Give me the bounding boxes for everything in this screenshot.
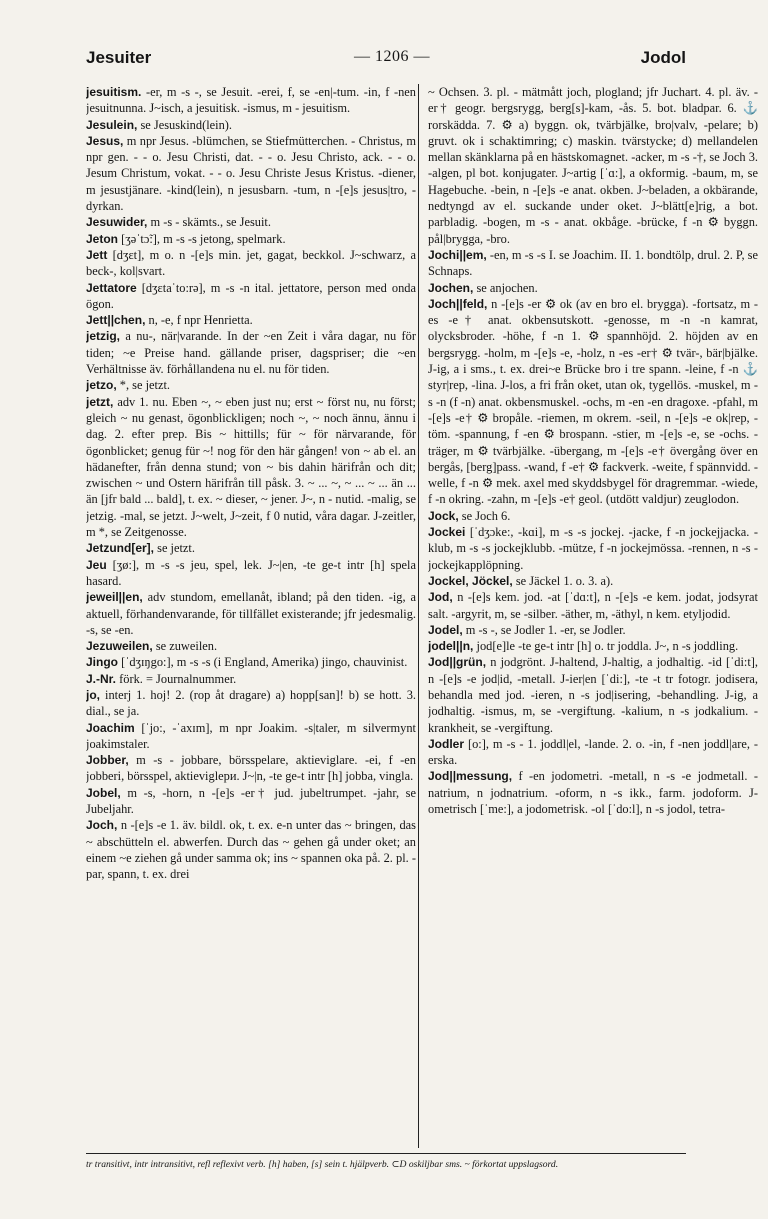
- definition: m -s -, se Jodler 1. -er, se Jodler.: [465, 622, 626, 637]
- dictionary-entry: [428, 622, 758, 638]
- dictionary-entry: [86, 687, 416, 720]
- headword: J.-Nr.: [86, 671, 117, 686]
- dictionary-entry: [86, 247, 416, 280]
- definition: [ˈdʒɔke:, -kɑi], m -s -s jockej. -jacke, f -n jockejjacka. -klub, m -s -s jockejklubb. -mütze, f -n jockejmössa. -rennen, n -s - jockejkapplöpning.: [428, 525, 758, 572]
- headword: Jeu: [86, 557, 107, 572]
- dictionary-entry: [428, 280, 758, 296]
- headword: Jobel,: [86, 785, 121, 800]
- definition: förk. = Journalnummer.: [119, 671, 237, 686]
- definition: n jodgrönt. J-haltend, J-haltig, a jodhaltig. -id [ˈdi:t], n -[e]s -e jod|id, -metall. J-ier|en [ˈdi:], -te -t tr fotogr. jodisera, behandla med jod. -ieren, n -s jod|isering, -behandling. J-ig, a jodhaltig. -ismus, m, se -vergiftung. -kalium, n -s jodkalium. -krankheit, se -vergiftung.: [428, 655, 758, 735]
- definition: n -[e]s -e 1. äv. bildl. ok, t. ex. e-n unter das ~ bringen, das ~ abschütteln el. abwerfen. Durch das ~ gehen gå under oket; an einem ~e ziehen gå under samma ok; ins ~ spannen oka på. 2. pl. - par, spann, t. ex. drei: [86, 818, 416, 882]
- definition: a nu-, när|varande. In der ~en Zeit i våra dagar, nu för tiden; ~e Preise hand. gällande priser, dagspriser; die ~en Verhältnisse äv. förhållandena nu el. nu för tiden.: [86, 329, 416, 377]
- definition: jod[e]le -te ge-t intr [h] o. tr joddla. J~, n -s joddling.: [476, 639, 739, 654]
- headword: Jodel,: [428, 622, 463, 637]
- dictionary-entry: [428, 736, 758, 769]
- definition: se jetzt.: [157, 541, 195, 556]
- dictionary-entry: [86, 720, 416, 753]
- right-column: [428, 84, 758, 1146]
- dictionary-entry: [86, 133, 416, 214]
- dictionary-entry: [86, 312, 416, 328]
- headword: Jesus,: [86, 133, 124, 148]
- dictionary-entry: [428, 296, 758, 508]
- dictionary-entry: [428, 84, 758, 247]
- header-last-entry: Jodol: [640, 48, 686, 67]
- dictionary-entry: [86, 231, 416, 247]
- dictionary-entry: [428, 573, 758, 589]
- headword: Jockel, Jöckel,: [428, 573, 513, 588]
- headword: Jod,: [428, 590, 453, 605]
- definition: se anjochen.: [476, 280, 538, 295]
- definition: f -en jodometri. -metall, n -s -e jodmetall. -natrium, n jodnatrium. -oform, n -s ikk., farm. jodoform. J-ometrisch [ˈme:], a jodometrisk. -ol [ˈdo:l], n -s jodol, tetra-: [428, 769, 758, 817]
- headword: Joch,: [86, 818, 118, 833]
- definition: [ˈdʒɪŋgo:], m -s -s (i England, Amerika) jingo, chauvinist.: [121, 655, 408, 670]
- abbreviation-footer: tr transitivt, intr intransitivt, refl reflexivt verb. [h] haben, [s] sein t. hjälpverb. ⊂D oskiljbar sms. ~ förkortat uppslagsord.: [86, 1159, 559, 1170]
- headword: jetzig,: [86, 329, 121, 344]
- dictionary-entry: [428, 638, 758, 654]
- definition: -en, m -s -s I. se Joachim. II. 1. bondtölp, drul. 2. P, se Schnaps.: [428, 247, 758, 279]
- headword: jetzt,: [86, 394, 114, 409]
- left-column: [86, 84, 416, 1146]
- definition: n -[e]s -er ⚙ ok (av en bro el. brygga). -fortsatz, m -es -e† anat. okbensutskott. -genosse, m -n -n kamrat, olycksbroder. -höhe, f -n 1. ⚙ spannhöjd. 2. höjden av en bergsrygg. -holm, m -[e]s -e, -holz, n -es -er† ⚙ tvär-, bär|bjälke. J-ig, a i sms., t. ex. drei~e Brücke bro i tre spann. -leine, f -n ⚓ styr|rep, -lina. J-los, a fri från oket, utan ok, tygellös. -muskel, m -s -n (f -n) anat. okbensmuskel. -ochs, m -en -en dragoxe. -pfahl, m -[e]s -e† ⚙ bropåle. -riemen, m okrem. -seil, n -[e]s -e ok|rep, -töm. -spannung, f -en ⚙ brospann. -stier, m -[e]s -e, se -ochs. -träger, m ⚙ tvärbjälke. -übergang, m -[e]s -e† övergång över en bergås, [berg]pass. -wand, f -e† ⚙ fackverk. -weite, f spännvidd. -welle, f -n ⚙ mek. axel med skyddsbygel för dragremmar. -wiede, f -n okring. -zahn, m -[e]s -e† geol. (utdött valdjur) zeuglodon.: [428, 296, 758, 507]
- page-number: — 1206 —: [354, 48, 430, 65]
- dictionary-entry: [428, 589, 758, 622]
- headword: Jod||grün,: [428, 655, 487, 670]
- definition: n -[e]s kem. jod. -at [ˈdɑ:t], n -[e]s -e kem. jodat, jodsyrat salt. -argyrit, m, se -silber. -äther, m, -äthyl, n kem. etyljodid.: [428, 590, 758, 621]
- headword: Jesuwider,: [86, 215, 148, 230]
- dictionary-entry: [428, 654, 758, 735]
- headword: Joachim: [86, 720, 135, 735]
- dictionary-entry: [86, 117, 416, 133]
- dictionary-entry: [86, 817, 416, 882]
- headword: Jettatore: [86, 280, 137, 295]
- dictionary-entry: [86, 540, 416, 556]
- headword: Jeton: [86, 231, 119, 246]
- headword: jo,: [86, 687, 100, 702]
- dictionary-entry: [86, 280, 416, 313]
- headword: jesuitism.: [86, 85, 142, 99]
- headword: Jett: [86, 247, 108, 262]
- headword: Jochi||em,: [428, 247, 487, 262]
- definition: m -s - jobbare, börsspelare, aktieviglare. -ei, f -en jobberi, börsspel, aktieviglери. J~|n, -te ge-t intr [h] jobba, vingla.: [86, 753, 416, 784]
- dictionary-entry: [428, 524, 758, 573]
- headword: Jockei: [428, 525, 466, 540]
- dictionary-entry: [86, 654, 416, 670]
- dictionary-entry: [86, 377, 416, 393]
- definition: n, -e, f npr Henrietta.: [148, 313, 253, 328]
- definition: adv 1. nu. Eben ~, ~ eben just nu; erst ~ först nu, nu först; gleich ~ nu genast, ögonblickligen; noch ~, ~ noch ännu, ännu i dag. 2. efter prep. Bis ~ hittills; für ~ för närvarande, för ögonblicket; genug für ~! nog för den här gången! von ~ ab el. an hädanefter, från denna stund; von ~ bis dahin härifrån och dit; zwischen ~ und Ostern härifrån till påsk. 3. ~ ... ~, ~ ... ~ ... än ... än [jfr bald ... bald], t. ex. ~ dieser, ~ jener. J~, n - nutid. -malig, se jetzig. -mal, se jetzt. J~welt, J~zeit, f 0 nutid, våra dagar. J-zeitler, m *, se Zeitgenosse.: [86, 394, 416, 540]
- headword: Jochen,: [428, 280, 474, 295]
- dictionary-entry: [428, 508, 758, 524]
- definition: se Joch 6.: [461, 508, 511, 523]
- dictionary-entry: [86, 638, 416, 654]
- dictionary-entry: [86, 671, 416, 687]
- headword: Jezuweilen,: [86, 639, 153, 654]
- column-divider: [418, 84, 419, 1148]
- definition: [dʒɛtaˈto:rə], m -s -n ital. jettatore, person med onda ögon.: [86, 280, 416, 311]
- definition: se Jäckel 1. o. 3. a).: [515, 573, 614, 588]
- headword: Jetzund[er],: [86, 541, 155, 556]
- definition: m -s, -horn, n -[e]s -er† jud. jubeltrumpet. -jahr, se Jubeljahr.: [86, 785, 416, 817]
- dictionary-entry: [86, 785, 416, 818]
- header-first-entry: Jesuiter: [86, 48, 152, 67]
- headword: Jett||chen,: [86, 313, 146, 328]
- headword: Jingo: [86, 655, 118, 670]
- definition: [ʒø:], m -s -s jeu, spel, lek. J~|en, -te ge-t intr [h] spela hasard.: [86, 557, 416, 588]
- definition: [ˈjo:, -ˈaxɪm], m npr Joakim. -s|taler, m silvermynt joakimstaler.: [86, 720, 416, 751]
- headword: Jobber,: [86, 753, 129, 768]
- definition: interj 1. hoj! 2. (rop åt dragare) a) hopp[san]! b) se hott. 3. dial., se ja.: [86, 687, 416, 719]
- dictionary-entry: [86, 84, 416, 117]
- headword: Jod||messung,: [428, 769, 513, 784]
- definition: m npr Jesus. -blümchen, se Stiefmütterchen. - Christus, m npr gen. - - o. Jesu Christi, dat. - - o. Jesu Christo, ack. - - o. Jesum Christum, vokat. - - o. Jesu Christe Jesus Kristus. -diener, m jesustjänare. -kind(lein), n jesusbarn. -tum, n -[e]s jesus|tro, -dyrkan.: [86, 133, 416, 214]
- dictionary-entry: [86, 214, 416, 230]
- dictionary-entry: [428, 247, 758, 280]
- dictionary-entry: [86, 557, 416, 590]
- definition: ~ Ochsen. 3. pl. - mätmått joch, plogland; jfr Juchart. 4. pl. äv. -er† geogr. bergsrygg, berg[s]-kam, -ås. 5. bot. bladpar. 6. ⚓ rorskädda. 7. ⚙ a) byggn. ok, tvärbjälke, bro|valv, -pelare; b) gruvt. ok i schaktimring; c) maskin. tvärstycke; d) mellandelen mellan skänklarna på en hästskomagnet. -acker, m -s -†, se Joch 3. -algen, pl bot. konjugater. J~artig [ˈɑ:], a okformig. -baum, m, se Hagebuche. -bein, n -[e]s -e anat. okben. J~beladen, a okbärande, nedtyngd av el. suckande under oket. J~blätt[e]rig, a bot. parbladig. -bogen, m -s - anat. okbåge. -brücke, f -n ⚙ byggn. pål|brygga, -bro.: [428, 85, 758, 246]
- headword: jodel||n,: [428, 639, 474, 654]
- definition: -er, m -s -, se Jesuit. -erei, f, se -en|-tum. -in, f -nen jesuitnunna. J~isch, a jesuitisk. -ismus, m - jesuitism.: [86, 85, 416, 116]
- headword: Jodler: [428, 736, 465, 751]
- headword: Joch||feld,: [428, 296, 488, 311]
- dictionary-entry: [86, 394, 416, 541]
- headword: jeweil||en,: [86, 590, 143, 605]
- definition: se zuweilen.: [155, 639, 218, 654]
- headword: Jock,: [428, 508, 459, 523]
- definition: [ʒəˈtɔ̃:], m -s -s jetong, spelmark.: [121, 231, 286, 246]
- definition: se Jesuskind(lein).: [140, 117, 233, 132]
- headword: Jesulein,: [86, 117, 138, 132]
- dictionary-entry: [86, 589, 416, 638]
- page-header: [86, 48, 686, 70]
- definition: [dʒɛt], m o. n -[e]s min. jet, gagat, beckkol. J~schwarz, a beck-, kol|svart.: [86, 247, 416, 279]
- definition: adv stundom, emellanåt, ibland; på den tiden. -ig, a aktuell, förhandenvarande, för tillfället existerande; jfr jedesmalig. -s, se -en.: [86, 590, 416, 637]
- headword: jetzo,: [86, 378, 117, 393]
- dictionary-entry: [86, 328, 416, 377]
- footer-divider: [86, 1153, 686, 1154]
- definition: [o:], m -s - 1. joddl|el, -lande. 2. o. -in, f -nen joddl|are, -erska.: [428, 736, 758, 768]
- definition: m -s - skämts., se Jesuit.: [150, 215, 271, 230]
- definition: *, se jetzt.: [119, 378, 171, 393]
- dictionary-entry: [86, 752, 416, 785]
- dictionary-entry: [428, 768, 758, 817]
